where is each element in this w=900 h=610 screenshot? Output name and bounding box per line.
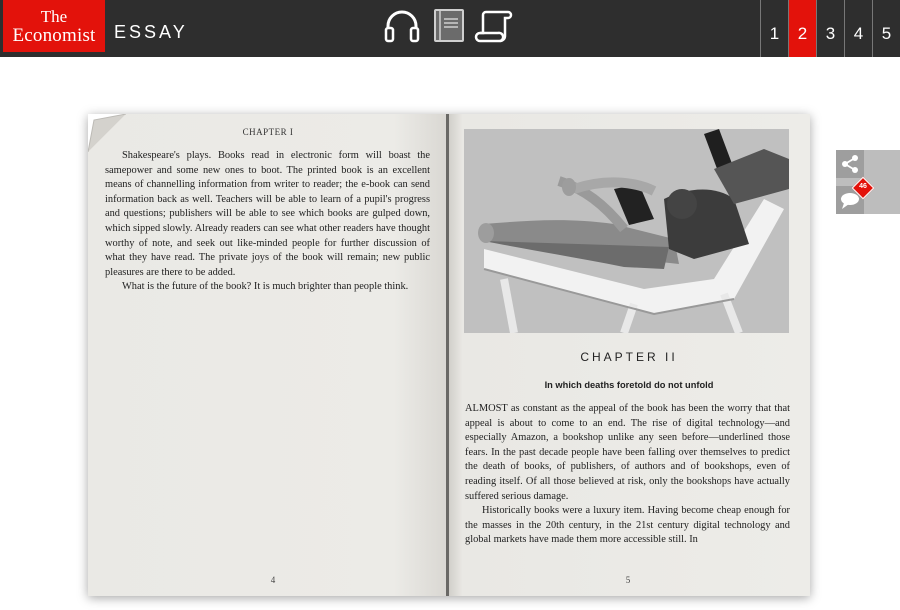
section-title: ESSAY [114, 22, 188, 42]
book-spine [446, 114, 449, 596]
share-icon [836, 150, 864, 178]
paragraph: Shakespeare's plays. Books read in electronic form will boast the samepower and some new ones to boot. The printed book is an excellent means of channelling information from writer to reader; the e-book can send information back as well. Teachers will be able to learn of a pupil's progress and questions; publishers will be able to see which books are gulped down, which sipped slowly. Already readers can see what other readers have thought worthy of note, and seek out like-minded people for further discussion of what they have read. The private joys of the book will remain; new public pleasures are there to be added. [105, 150, 430, 278]
left-page-number: 4 [270, 575, 276, 585]
headphones-icon [382, 8, 422, 44]
page-button-3[interactable]: 3 [816, 0, 844, 57]
top-bar [0, 0, 900, 57]
left-page-text [105, 149, 430, 295]
right-page[interactable] [448, 114, 810, 596]
page-button-4[interactable]: 4 [844, 0, 872, 57]
chapter-subtitle: In which deaths foretold do not unfold [544, 380, 714, 390]
right-page-text [465, 402, 790, 548]
page-button-2[interactable]: 2 [788, 0, 816, 57]
scroll-icon [474, 8, 514, 44]
book-button[interactable] [430, 8, 470, 44]
share-button[interactable] [836, 150, 864, 178]
right-page-number: 5 [625, 575, 631, 585]
social-panel [836, 150, 900, 214]
right-chapter-heading: CHAPTER II [580, 350, 678, 364]
book-spread [88, 114, 810, 596]
chapter-photo [464, 129, 789, 333]
paragraph: What is the future of the book? It is much brighter than people think. [122, 281, 409, 293]
left-page[interactable] [88, 114, 448, 596]
comment-count: 46 [859, 183, 867, 190]
scroll-button[interactable] [474, 8, 514, 44]
paragraph: Historically books were a luxury item. Having become cheap enough for the masses in the 20th century, in the 21st century digital technology and global markets have made them more accessible still. In [465, 505, 790, 546]
page-navigation [760, 0, 900, 57]
comment-count-badge[interactable] [853, 178, 873, 198]
headphones-button[interactable] [382, 8, 422, 44]
paragraph: ALMOST as constant as the appeal of the book has been the worry that that appeal is about to come to an end. The rise of digital technology—and especially Amazon, a bookshop unlike any seen before—underlined those fears. In the past decade people have been falling over themselves to predict the death of books, of publishers, of authors and of bookshops, even of reading itself. Of all those believed at risk, only the bookshops have actually suffered serious damage. [465, 403, 790, 502]
left-chapter-heading: CHAPTER I [242, 127, 294, 137]
page-button-5[interactable]: 5 [872, 0, 900, 57]
book-icon [430, 8, 470, 44]
page-button-1[interactable]: 1 [760, 0, 788, 57]
economist-logo[interactable]: The Economist [3, 0, 105, 52]
